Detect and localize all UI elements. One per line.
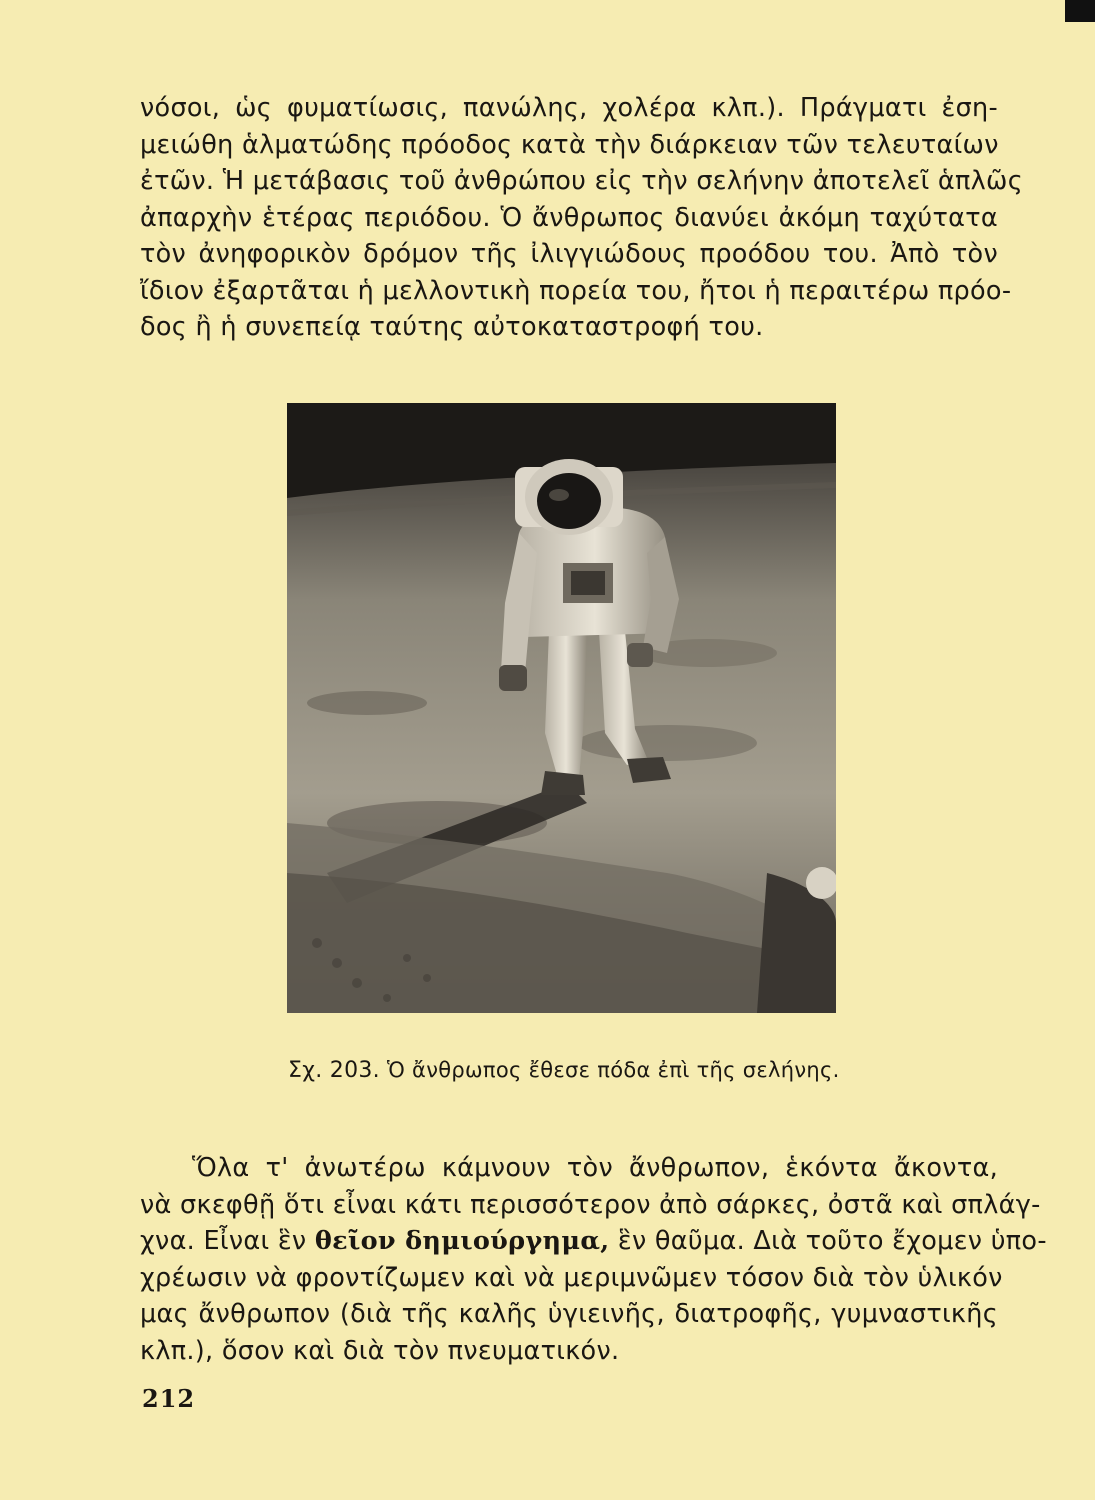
text-line: χρέωσιν νὰ φροντίζωμεν καὶ νὰ μεριμνῶμεν τόσον διὰ τὸν ὑλικόν <box>140 1262 1003 1293</box>
text-line: ἐτῶν. Ἡ μετάβασις τοῦ ἀνθρώπου εἰς τὴν σελήνην ἀποτελεῖ ἁπλῶς <box>140 166 1023 196</box>
text-line: δος ἢ ἡ συνεπείᾳ ταύτης αὐτοκαταστροφή του. <box>140 312 764 342</box>
emphasized-phrase: θεῖον δημιούργημα, <box>314 1226 610 1256</box>
figure-number: Σχ. 203. <box>288 1058 380 1083</box>
text-line: μας ἄνθρωπον (διὰ τῆς καλῆς ὑγιεινῆς, διατροφῆς, γυμναστικῆς <box>140 1299 998 1329</box>
scan-corner-mark <box>1065 0 1095 22</box>
text-line: ἀπαρχὴν ἑτέρας περιόδου. Ὁ ἄνθρωπος διανύει ἀκόμη ταχύτατα <box>140 202 998 233</box>
photo-illustration <box>287 403 836 1013</box>
text-segment: ἓν θαῦμα. Διὰ τοῦτο ἔχομεν ὑπο- <box>617 1226 1047 1256</box>
bottom-paragraph <box>140 1150 1047 1369</box>
top-paragraph <box>140 90 1023 346</box>
page-number: 212 <box>142 1384 196 1413</box>
text-segment: χνα. Εἶναι ἓν <box>140 1226 307 1256</box>
text-line: Ὅλα τ' ἀνωτέρω κάμνουν τὸν ἄνθρωπον, ἑκόντα ἄκοντα, <box>192 1153 998 1183</box>
text-line <box>140 1223 1047 1260</box>
figure-caption-text: Ὁ ἄνθρωπος ἔθεσε πόδα ἐπὶ τῆς σελήνης. <box>386 1058 840 1082</box>
text-line: τὸν ἀνηφορικὸν δρόμον τῆς ἰλιγγιώδους προόδου του. Ἀπὸ τὸν <box>140 239 998 269</box>
text-line: νὰ σκεφθῇ ὅτι εἶναι κάτι περισσότερον ἀπὸ σάρκες, ὀστᾶ καὶ σπλάγ- <box>140 1189 1041 1220</box>
moon-astronaut-photo <box>287 403 836 1013</box>
text-line: κλπ.), ὅσον καὶ διὰ τὸν πνευματικόν. <box>140 1335 620 1366</box>
text-line: μειώθη ἁλματώδης πρόοδος κατὰ τὴν διάρκειαν τῶν τελευταίων <box>140 129 999 160</box>
text-line: ἴδιον ἐξαρτᾶται ἡ μελλοντικὴ πορεία του, ἤτοι ἡ περαιτέρω πρόο- <box>140 275 1012 306</box>
figure-caption <box>288 1058 908 1083</box>
text-line: νόσοι, ὡς φυματίωσις, πανώλης, χολέρα κλπ.). Πράγματι ἐση- <box>140 93 998 123</box>
